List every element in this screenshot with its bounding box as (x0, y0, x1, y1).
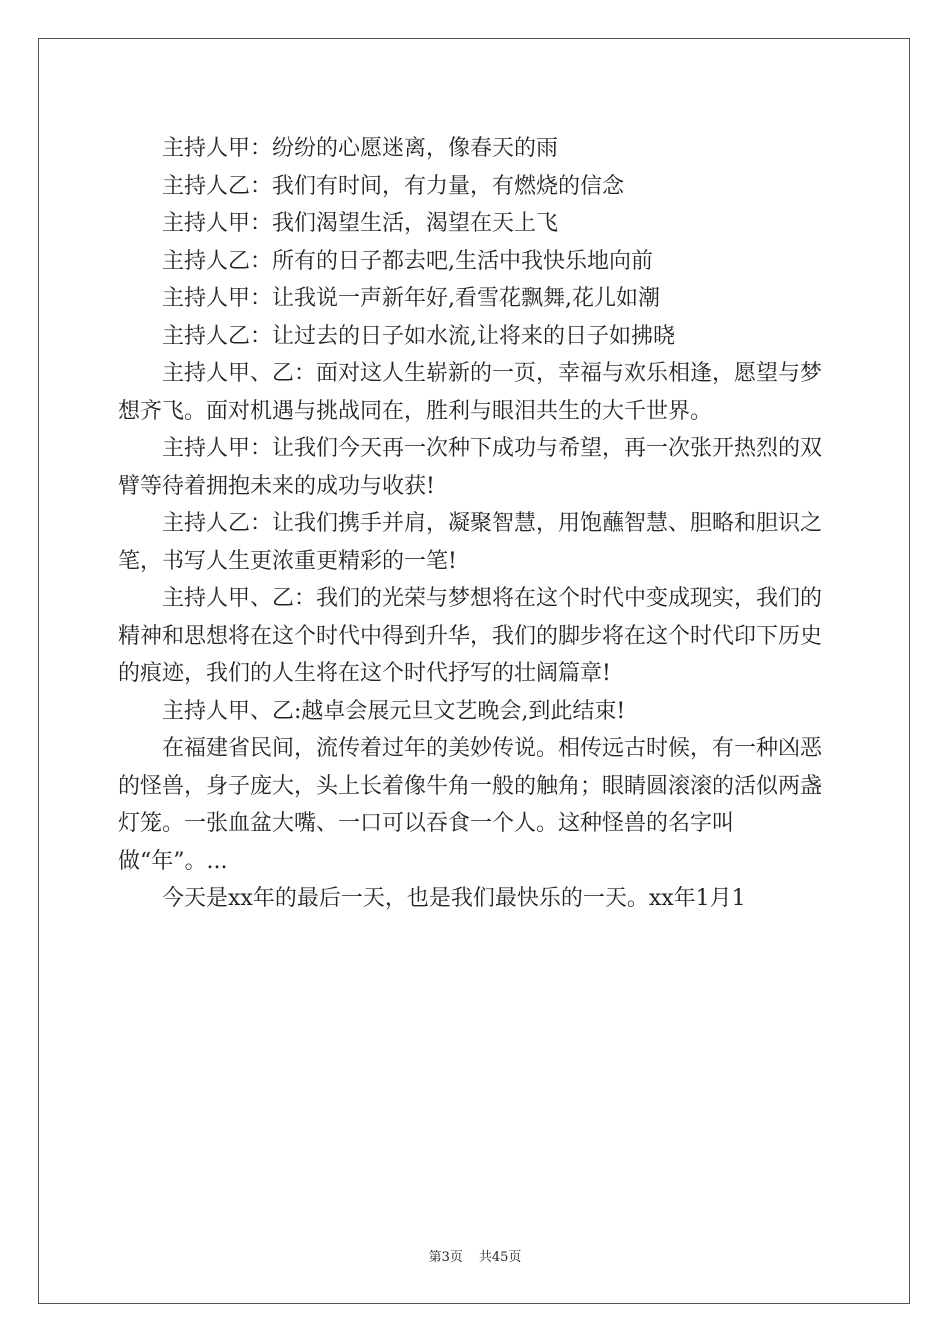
paragraph: 今天是xx年的最后一天，也是我们最快乐的一天。xx年1月1 (162, 886, 746, 911)
page-footer (0, 1246, 950, 1265)
page-total: 共45页 (478, 1250, 522, 1265)
paragraph: 主持人乙：让过去的日子如水流,让将来的日子如拂晓 (162, 323, 675, 349)
paragraph: 主持人甲、乙：我们的光荣与梦想将在这个时代中变成现实，我们的精神和思想将在这个时代中得到升华，我们的脚步将在这个时代印下历史的痕迹，我们的人生将在这个时代抒写的壮阔篇章! (118, 586, 823, 686)
paragraph: 主持人甲：让我们今天再一次种下成功与希望，再一次张开热烈的双臂等待着拥抱未来的成功与收获! (118, 436, 823, 499)
paragraph: 主持人乙：我们有时间，有力量，有燃烧的信念 (162, 173, 625, 199)
document-body (118, 130, 834, 918)
paragraph: 主持人甲、乙:越卓会展元旦文艺晚会,到此结束! (162, 698, 626, 724)
paragraph: 主持人乙：让我们携手并肩，凝聚智慧，用饱蘸智慧、胆略和胆识之笔，书写人生更浓重更精彩的一笔! (118, 511, 823, 574)
paragraph: 主持人甲：让我说一声新年好,看雪花飘舞,花儿如潮 (162, 286, 660, 311)
page-number: 第3页 (428, 1250, 463, 1265)
paragraph: 主持人甲：纷纷的心愿迷离，像春天的雨 (162, 136, 559, 161)
paragraph: 主持人甲、乙：面对这人生崭新的一页，幸福与欢乐相逢，愿望与梦想齐飞。面对机遇与挑战同在，胜利与眼泪共生的大千世界。 (118, 361, 823, 424)
paragraph: 在福建省民间，流传着过年的美妙传说。相传远古时候，有一种凶恶的怪兽，身子庞大，头上长着像牛角一般的触角；眼睛圆滚滚的活似两盏灯笼。一张血盆大嘴、一口可以吞食一个人。这种怪兽的名字叫做“年”。... (118, 736, 823, 874)
paragraph: 主持人甲：我们渴望生活，渴望在天上飞 (162, 211, 559, 236)
paragraph: 主持人乙：所有的日子都去吧,生活中我快乐地向前 (162, 248, 653, 274)
